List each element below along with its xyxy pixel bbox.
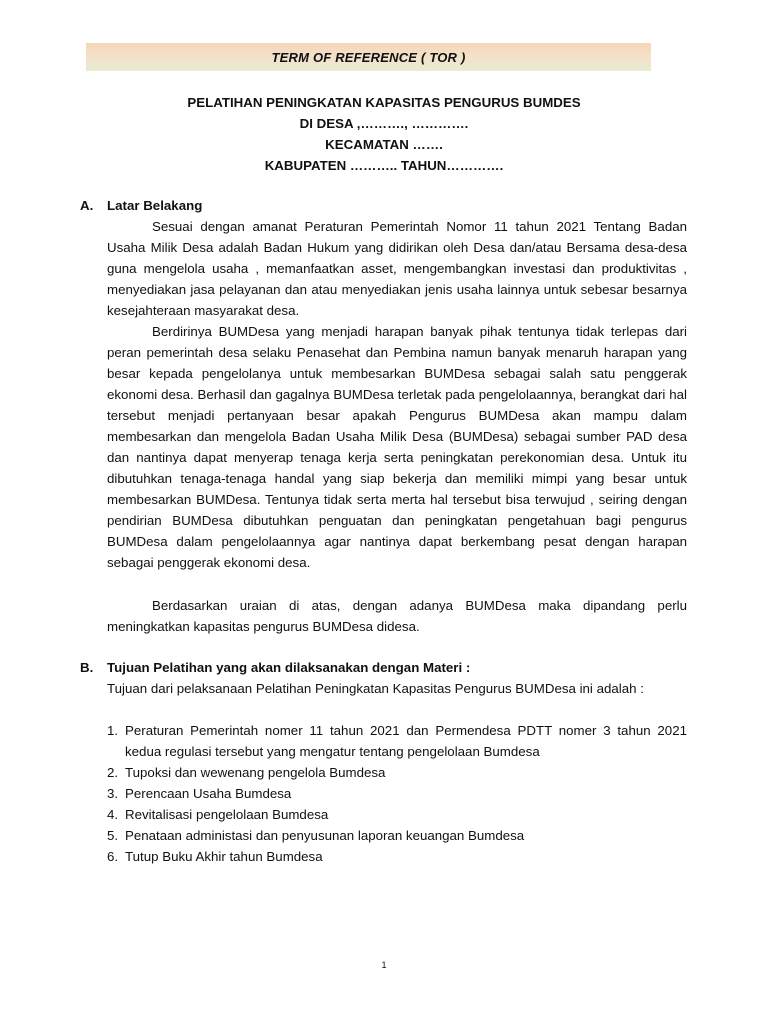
list-item-text: Tutup Buku Akhir tahun Bumdesa (125, 849, 323, 864)
list-item (107, 846, 687, 867)
heading-line-regency-year: KABUPATEN ……….. TAHUN…………. (264, 158, 504, 173)
list-item-text: Peraturan Pemerintah nomer 11 tahun 2021 dan Permendesa PDTT nomer 3 tahun 2021 kedua regulasi tersebut yang mengatur tentang pengelolaan Bumdesa (125, 723, 687, 759)
tor-title: TERM OF REFERENCE ( TOR ) (271, 49, 466, 65)
list-item (107, 720, 687, 762)
list-item-number: 5. (107, 828, 119, 843)
list-item-number: 3. (107, 786, 119, 801)
list-item-number: 6. (107, 849, 119, 864)
list-item-text: Perencaan Usaha Bumdesa (125, 786, 292, 801)
tor-banner (86, 43, 651, 71)
section-a-paragraph-2: Berdirinya BUMDesa yang menjadi harapan banyak pihak tentunya tidak terlepas dari peran pemerintah desa selaku Penasehat dan Pembina namun banyak menaruh harapan yang besar kepada pengelolanya untuk membesarkan BUMDesa sebagai salah satu penggerak ekonomi desa. Berhasil dan gagalnya BUMDesa terletak pada pengelolaannya, berangkat dari hal tersebut menjadi pertanyaan besar apakah Pengurus BUMDesa akan mampu dalam membesarkan dan mengelola Badan Usaha Milik Desa (BUMDesa) sebagai sumber PAD desa dan nantinya dapat menyerap tenaga kerja serta peningkatan perekonomian desa. Untuk itu dibutuhkan tenaga-tenaga handal yang siap bekerja dan memiliki mimpi yang besar untuk membesarkan BUMDesa. Tentunya tidak serta merta hal tersebut bisa terwujud , seiring dengan pendirian BUMDesa dibutuhkan penguatan dan peningkatan pengetahuan bagi pengurus BUMDesa dalam pengelolaannya agar nantinya dapat berkembang pesat dengan harapan sebagai penggerak ekonomi desa. (107, 324, 687, 570)
heading-line-training: PELATIHAN PENINGKATAN KAPASITAS PENGURUS BUMDES (187, 95, 581, 110)
heading-line-village: DI DESA ,………., …………. (299, 116, 469, 131)
section-a-title: Latar Belakang (107, 198, 203, 213)
document-heading (0, 92, 768, 176)
section-a-heading (80, 195, 202, 216)
list-item (107, 825, 687, 846)
section-b-letter: B. (80, 660, 94, 675)
heading-line-district: KECAMATAN ……. (325, 137, 443, 152)
list-item (107, 783, 687, 804)
training-materials-list (107, 720, 687, 867)
list-item-text: Penataan administasi dan penyusunan laporan keuangan Bumdesa (125, 828, 525, 843)
section-a-paragraph-1: Sesuai dengan amanat Peraturan Pemerintah Nomor 11 tahun 2021 Tentang Badan Usaha Milik Desa adalah Badan Hukum yang didirikan oleh Desa dan/atau Bersama desa-desa guna mengelola usaha , memanfaatkan asset, mengembangkan investasi dan produktivitas , menyediakan jasa pelayanan dan atau menyediakan jenis usaha lainnya untuk sebesar besarnya kesejahteraan masyarakat desa. (107, 219, 687, 318)
list-item-text: Revitalisasi pengelolaan Bumdesa (125, 807, 329, 822)
list-item-number: 2. (107, 765, 119, 780)
list-item-text: Tupoksi dan wewenang pengelola Bumdesa (125, 765, 386, 780)
list-item-number: 1. (107, 723, 119, 738)
section-a-paragraph-3: Berdasarkan uraian di atas, dengan adanya BUMDesa maka dipandang perlu meningkatkan kapasitas pengurus BUMDesa didesa. (107, 598, 687, 634)
section-b-heading (80, 657, 470, 678)
section-b-title: Tujuan Pelatihan yang akan dilaksanakan dengan Materi : (107, 660, 471, 675)
page-number: 1 (381, 960, 387, 970)
list-item (107, 762, 687, 783)
list-item (107, 804, 687, 825)
list-item-number: 4. (107, 807, 119, 822)
section-a-letter: A. (80, 198, 94, 213)
section-b-intro: Tujuan dari pelaksanaan Pelatihan Peningkatan Kapasitas Pengurus BUMDesa ini adalah : (107, 681, 644, 696)
